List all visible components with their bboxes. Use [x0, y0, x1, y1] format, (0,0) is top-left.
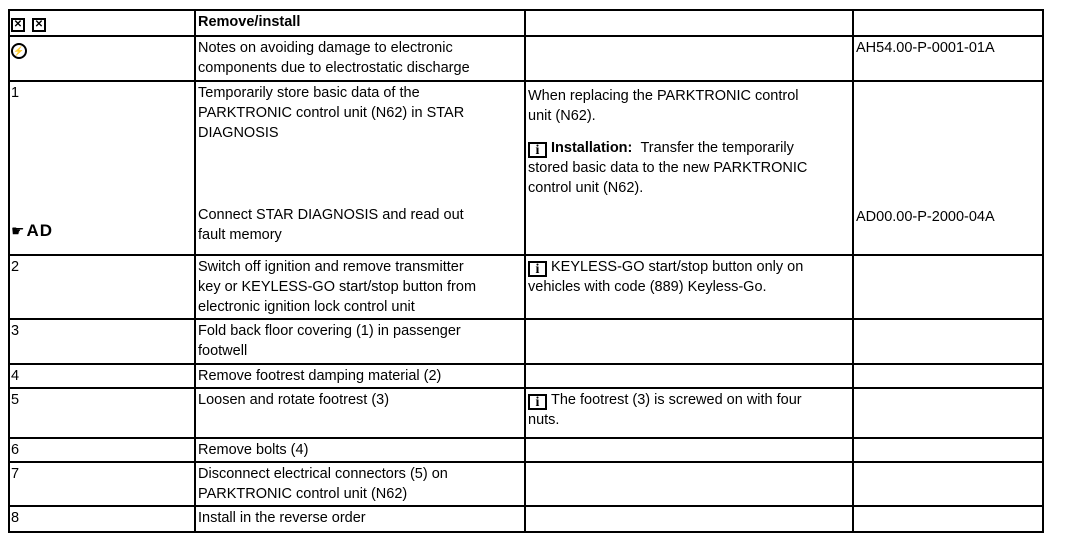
- pointing-hand-icon: ☛: [11, 223, 25, 240]
- step-row: [9, 438, 1043, 462]
- step-note: i The footrest (3) is screwed on with four nuts.: [525, 388, 853, 438]
- step-action: Remove footrest damping material (2): [195, 364, 525, 388]
- step-reference-cell: [853, 506, 1043, 532]
- step-number: 8: [9, 506, 195, 532]
- header-title: Remove/install: [195, 10, 525, 36]
- procedure-table: [8, 9, 1044, 533]
- header-row: [9, 10, 1043, 36]
- step-reference-cell: [853, 319, 1043, 364]
- step-row: [9, 81, 1043, 255]
- diag-tag[interactable]: ☛ AD: [11, 221, 54, 240]
- step-action: Switch off ignition and remove transmitter key or KEYLESS-GO start/stop button from electronic ignition lock control unit: [195, 255, 525, 319]
- step-reference-cell: [853, 462, 1043, 506]
- step-note: [525, 438, 853, 462]
- step-reference-cell: [853, 364, 1043, 388]
- esd-empty-cell: [525, 36, 853, 81]
- step-row: [9, 255, 1043, 319]
- expand-icon[interactable]: ✕: [11, 18, 25, 32]
- step-row: [9, 462, 1043, 506]
- info-i-icon: i: [528, 261, 547, 277]
- step-action: Loosen and rotate footrest (3): [195, 388, 525, 438]
- step-action: Fold back floor covering (1) in passenger footwell: [195, 319, 525, 364]
- info-i-icon: i: [528, 142, 547, 158]
- step-note: When replacing the PARKTRONIC control unit (N62). i Installation: Transfer the temporarily stored basic data to the new PARKTRONIC control unit (N62).: [525, 81, 853, 255]
- header-empty-cell: [853, 10, 1043, 36]
- info-i-icon: i: [528, 394, 547, 410]
- header-icons-cell: [9, 10, 195, 36]
- step-number-cell: [9, 81, 195, 255]
- step-number: 7: [9, 462, 195, 506]
- esd-icon-cell: [9, 36, 195, 81]
- step-number: 4: [9, 364, 195, 388]
- step-row: [9, 388, 1043, 438]
- step-reference-cell: [853, 255, 1043, 319]
- esd-note: Notes on avoiding damage to electronic components due to electrostatic discharge: [195, 36, 525, 81]
- step-action: Disconnect electrical connectors (5) on PARKTRONIC control unit (N62): [195, 462, 525, 506]
- esd-reference[interactable]: AH54.00-P-0001-01A: [853, 36, 1043, 81]
- step-number: 1: [11, 85, 20, 101]
- step-note: i KEYLESS-GO start/stop button only on vehicles with code (889) Keyless-Go.: [525, 255, 853, 319]
- step-reference-cell: [853, 388, 1043, 438]
- step-note: [525, 319, 853, 364]
- step-row: [9, 319, 1043, 364]
- esd-row: [9, 36, 1043, 81]
- install-label: Installation:: [551, 140, 633, 156]
- header-empty-cell: [525, 10, 853, 36]
- step-note: [525, 364, 853, 388]
- step-note: [525, 506, 853, 532]
- step-action: Temporarily store basic data of the PARKTRONIC control unit (N62) in STAR DIAGNOSIS Connect STAR DIAGNOSIS and read out fault memory: [195, 81, 525, 255]
- step-reference-cell: [853, 438, 1043, 462]
- diag-reference[interactable]: AD00.00-P-2000-04A: [856, 209, 995, 225]
- expand-icon[interactable]: ✕: [32, 18, 46, 32]
- step-number: 6: [9, 438, 195, 462]
- step-note: [525, 462, 853, 506]
- step-number: 3: [9, 319, 195, 364]
- step-row: [9, 506, 1043, 532]
- step-action: Remove bolts (4): [195, 438, 525, 462]
- step-number: 2: [9, 255, 195, 319]
- step-number: 5: [9, 388, 195, 438]
- step-action: Install in the reverse order: [195, 506, 525, 532]
- esd-warning-icon: ⚡: [11, 43, 27, 59]
- step-reference-cell: [853, 81, 1043, 255]
- step-row: [9, 364, 1043, 388]
